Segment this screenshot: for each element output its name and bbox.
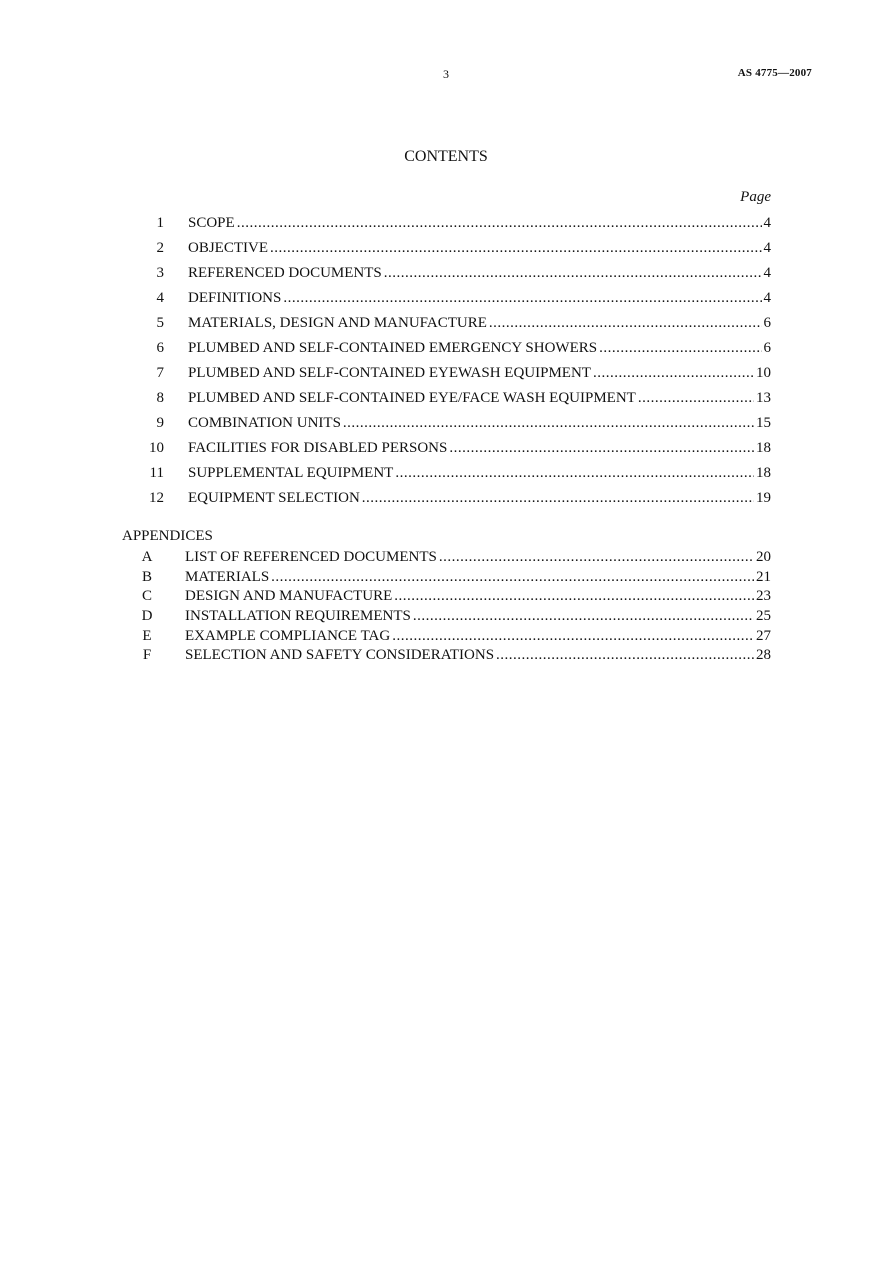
dot-leader (439, 548, 754, 568)
appendix-title: EXAMPLE COMPLIANCE TAG (185, 627, 391, 644)
toc-item-title: DEFINITIONS (188, 290, 282, 306)
dot-leader (343, 411, 754, 436)
toc-item[interactable] (0, 211, 892, 236)
toc-item[interactable] (0, 436, 892, 461)
toc-item-page: 19 (756, 490, 771, 506)
dot-leader (384, 261, 762, 286)
appendix-page: 21 (756, 568, 771, 585)
dot-leader (489, 311, 762, 336)
toc-item[interactable] (0, 261, 892, 286)
toc-item-page: 10 (756, 365, 771, 381)
appendices-heading: APPENDICES (122, 528, 213, 544)
appendix-letter: C (141, 588, 152, 605)
toc-item[interactable] (0, 461, 892, 486)
toc-item[interactable] (0, 386, 892, 411)
appendices-list (0, 548, 892, 666)
appendix-title: DESIGN AND MANUFACTURE (185, 588, 393, 605)
toc-item-page: 18 (756, 440, 771, 456)
dot-leader (392, 627, 754, 647)
appendix-letter: A (141, 549, 153, 565)
appendix-item[interactable] (0, 646, 892, 666)
page-column-label: Page (740, 189, 771, 205)
dot-leader (283, 286, 761, 311)
toc-item-title: SCOPE (188, 215, 235, 231)
toc-item-number: 1 (156, 215, 164, 231)
toc-item-number: 12 (149, 490, 164, 506)
toc-item-number: 3 (156, 265, 164, 281)
toc-item-title: PLUMBED AND SELF-CONTAINED EYEWASH EQUIPMENT (188, 365, 591, 381)
toc-item-page: 4 (763, 290, 771, 306)
dot-leader (599, 336, 761, 361)
contents-title: CONTENTS (404, 148, 488, 165)
appendix-page: 23 (756, 588, 771, 605)
toc-item-number: 11 (149, 465, 164, 481)
toc-item-title: SUPPLEMENTAL EQUIPMENT (188, 465, 394, 481)
toc-item-title: PLUMBED AND SELF-CONTAINED EMERGENCY SHOWERS (188, 340, 598, 356)
dot-leader (638, 386, 754, 411)
dot-leader (362, 486, 754, 511)
toc-item-page: 18 (756, 465, 771, 481)
appendix-letter: E (142, 627, 152, 644)
appendix-letter: D (141, 608, 153, 625)
toc-item-number: 10 (149, 440, 164, 456)
toc-item-title: FACILITIES FOR DISABLED PERSONS (188, 440, 448, 456)
document-code: AS 4775—2007 (737, 67, 812, 79)
page-number: 3 (443, 67, 449, 81)
dot-leader (395, 461, 754, 486)
toc-item-number: 5 (156, 315, 164, 331)
toc-item-page: 6 (763, 340, 771, 356)
appendix-page: 25 (756, 608, 771, 625)
toc-item-number: 8 (156, 390, 164, 406)
appendix-page: 27 (756, 627, 771, 644)
dot-leader (270, 236, 762, 261)
dot-leader (593, 361, 754, 386)
toc-item-number: 9 (156, 415, 164, 431)
appendix-title: INSTALLATION REQUIREMENTS (185, 608, 411, 625)
appendix-title: LIST OF REFERENCED DOCUMENTS (185, 549, 437, 565)
toc-item-page: 4 (763, 240, 771, 256)
dot-leader (394, 587, 754, 607)
dot-leader (271, 568, 754, 588)
appendix-letter: F (142, 647, 152, 664)
toc-item-number: 2 (156, 240, 164, 256)
toc-item-title: COMBINATION UNITS (188, 415, 341, 431)
toc-item[interactable] (0, 411, 892, 436)
dot-leader (413, 607, 754, 627)
toc-item[interactable] (0, 336, 892, 361)
dot-leader (496, 646, 754, 666)
toc-item-title: REFERENCED DOCUMENTS (188, 265, 382, 281)
toc-item-number: 6 (156, 340, 164, 356)
contents-list (0, 211, 892, 511)
toc-item[interactable] (0, 236, 892, 261)
toc-item-page: 13 (756, 390, 771, 406)
appendix-item[interactable] (0, 587, 892, 607)
toc-item[interactable] (0, 361, 892, 386)
appendix-letter: B (141, 568, 152, 585)
toc-item[interactable] (0, 311, 892, 336)
toc-item-page: 6 (763, 315, 771, 331)
toc-item-title: MATERIALS, DESIGN AND MANUFACTURE (188, 315, 487, 331)
toc-item-title: PLUMBED AND SELF-CONTAINED EYE/FACE WASH EQUIPMENT (188, 390, 636, 406)
dot-leader (237, 211, 762, 236)
appendix-item[interactable] (0, 548, 892, 568)
toc-item[interactable] (0, 486, 892, 511)
toc-item-title: OBJECTIVE (188, 240, 268, 256)
toc-item-number: 4 (156, 290, 164, 306)
toc-item-page: 4 (763, 215, 771, 231)
toc-item-number: 7 (156, 365, 164, 381)
appendix-title: MATERIALS (185, 568, 270, 585)
dot-leader (449, 436, 754, 461)
toc-item[interactable] (0, 286, 892, 311)
appendix-title: SELECTION AND SAFETY CONSIDERATIONS (185, 647, 495, 664)
appendix-item[interactable] (0, 627, 892, 647)
appendix-item[interactable] (0, 568, 892, 588)
appendix-item[interactable] (0, 607, 892, 627)
appendix-page: 20 (756, 549, 771, 565)
toc-item-title: EQUIPMENT SELECTION (188, 490, 360, 506)
toc-item-page: 15 (756, 415, 771, 431)
appendix-page: 28 (756, 647, 771, 664)
toc-item-page: 4 (763, 265, 771, 281)
